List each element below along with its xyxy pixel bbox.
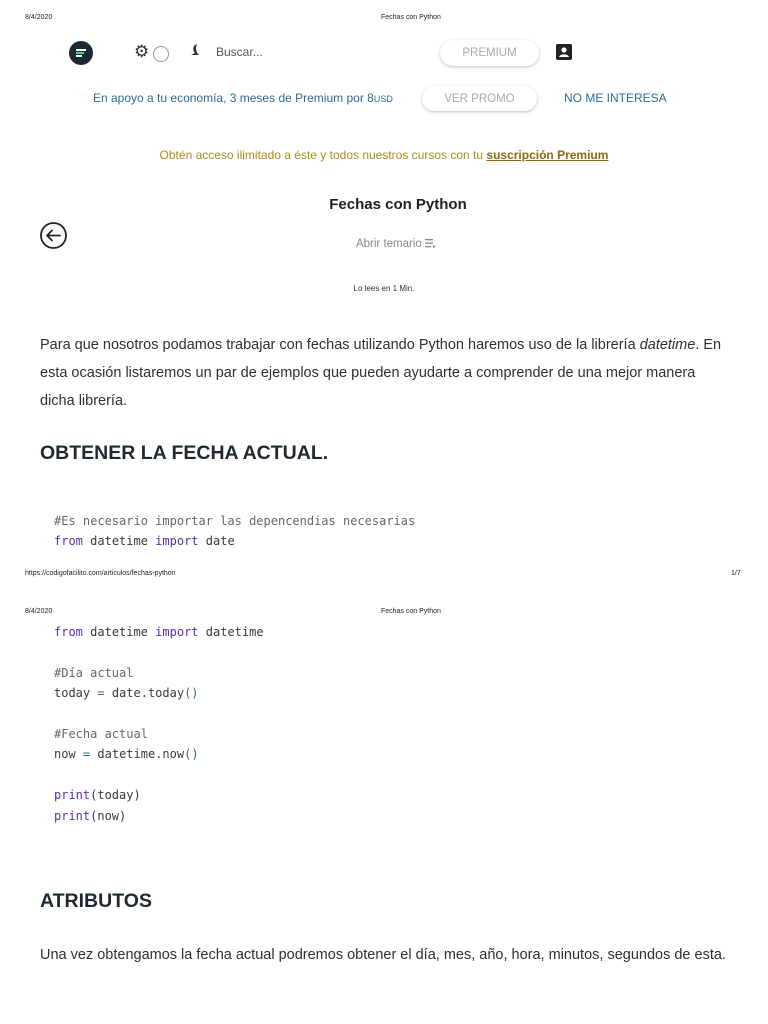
code-operator: = — [97, 686, 105, 701]
code-comment: #Es necesario importar las depencendias necesarias — [54, 514, 416, 528]
promo-text — [93, 91, 393, 105]
intro-emphasis: datetime — [639, 337, 696, 353]
premium-button[interactable]: PREMIUM — [440, 40, 539, 66]
intro-paragraph — [40, 331, 730, 415]
intro-text-start: Para que nosotros podamos trabajar con fechas utilizando Python haremos uso de la librería — [40, 337, 640, 353]
code-args: (today) — [90, 788, 141, 803]
read-time: Lo lees en 1 Min. — [353, 284, 415, 293]
code-keyword: from — [54, 625, 83, 639]
code-comment: #Día actual — [54, 665, 134, 680]
access-text: Obtén acceso ilimitado a éste y todos nuestros cursos con tu — [159, 148, 487, 162]
article-title: Fechas con Python — [329, 196, 467, 213]
code-variable: today — [54, 686, 91, 701]
premium-subscription-link[interactable]: suscripción Premium — [486, 148, 609, 162]
toc-label: Abrir temario — [355, 238, 422, 250]
list-icon — [425, 239, 436, 248]
print-title: Fechas con Python — [381, 14, 441, 21]
code-block-part-2 — [54, 622, 264, 826]
atributos-paragraph: Una vez obtengamos la fecha actual podremos obtener el día, mes, año, hora, minutos, segundos de esta. — [40, 947, 726, 963]
promo-currency: USD — [373, 94, 393, 104]
toc-toggle[interactable] — [0, 238, 768, 250]
logo-icon — [75, 47, 87, 59]
ver-promo-button[interactable]: VER PROMO — [422, 86, 537, 111]
code-operator: = — [82, 747, 91, 762]
intro-text-end: . En esta ocasión listaremos un par de ejemplos que pueden ayudarte a comprender de una mejor manera dicha librería. — [40, 337, 722, 409]
code-keyword: import — [155, 534, 199, 549]
theme-toggle[interactable] — [153, 46, 169, 62]
code-block-part-1 — [54, 511, 415, 552]
gear-icon[interactable]: ⚙ — [134, 42, 150, 61]
code-comment: #Fecha actual — [54, 727, 148, 742]
premium-access-line — [0, 148, 768, 162]
code-variable: now — [54, 747, 76, 762]
code-parens: () — [184, 686, 199, 701]
code-name: date — [205, 534, 235, 549]
print-page-number: 1/7 — [731, 570, 741, 577]
site-logo[interactable] — [69, 41, 93, 65]
print-title: Fechas con Python — [381, 608, 441, 615]
section-heading-fecha-actual: OBTENER LA FECHA ACTUAL. — [40, 442, 329, 464]
code-keyword: from — [54, 534, 83, 549]
user-icon[interactable] — [556, 44, 572, 60]
code-name: datetime — [205, 625, 264, 639]
promo-message: En apoyo a tu economía, 3 meses de Premium por 8 — [93, 91, 374, 105]
print-date: 8/4/2020 — [25, 608, 53, 615]
dismiss-promo-link[interactable]: NO ME INTERESA — [564, 91, 667, 105]
search-input[interactable]: Buscar... — [216, 45, 263, 59]
code-keyword: import — [155, 625, 199, 639]
section-heading-atributos: ATRIBUTOS — [40, 890, 152, 912]
print-date: 8/4/2020 — [25, 14, 53, 21]
code-args: (now) — [90, 808, 127, 823]
code-module: datetime — [90, 625, 148, 639]
code-parens: () — [184, 747, 199, 762]
code-module: datetime — [90, 534, 148, 549]
code-call: date.today — [111, 686, 185, 701]
code-keyword: print — [54, 788, 91, 803]
code-keyword: print — [54, 808, 91, 823]
code-call: datetime.now — [97, 747, 185, 762]
print-url: https://codigofacilito.com/articulos/fechas-python — [25, 570, 176, 577]
moon-icon — [187, 42, 203, 62]
